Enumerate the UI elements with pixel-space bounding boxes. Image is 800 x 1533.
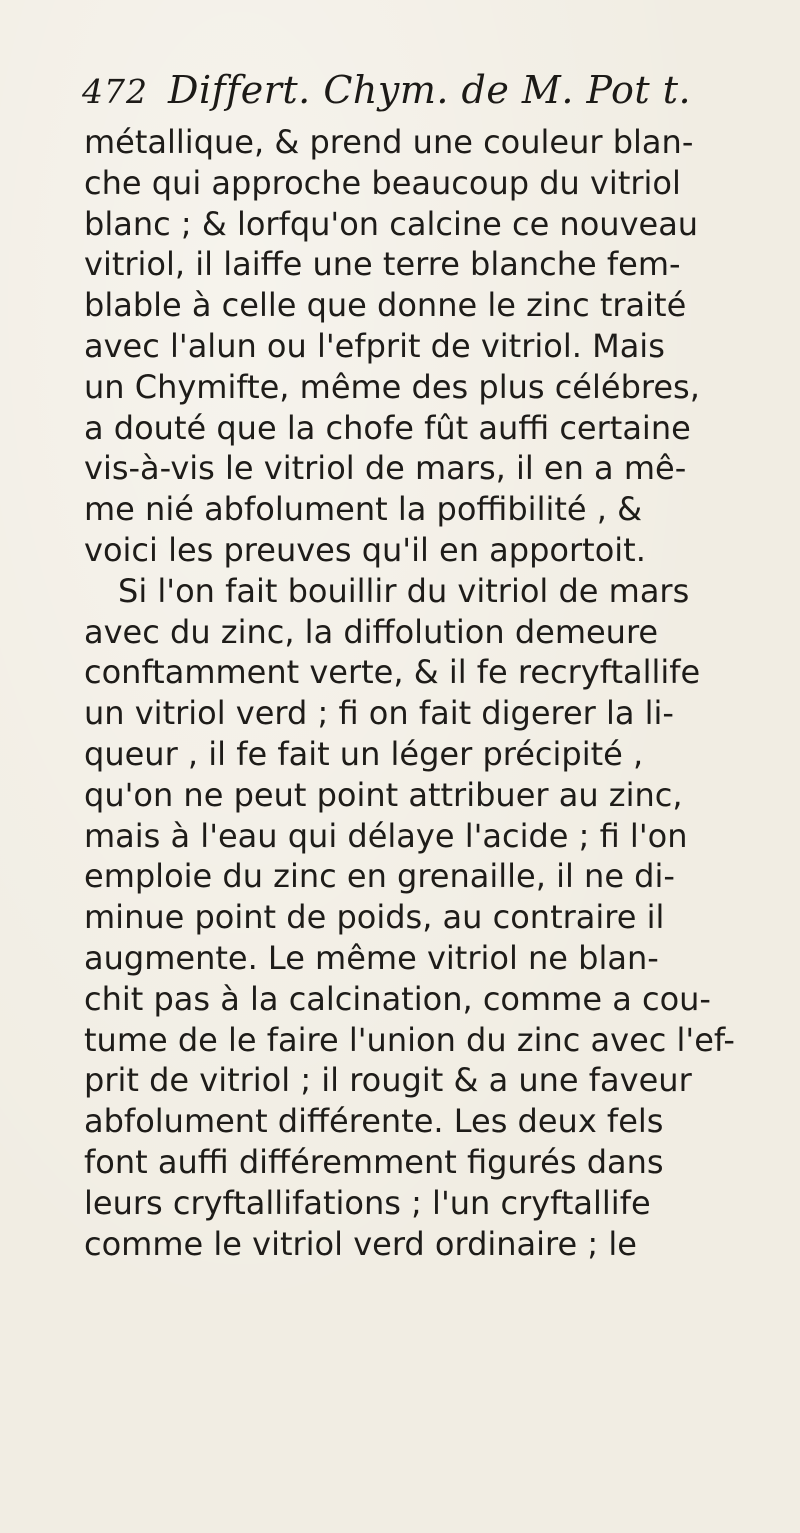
text-line: minue point de poids, au contraire il (84, 898, 665, 937)
text-line: font auffi différemment figurés dans (84, 1142, 664, 1181)
body-text (84, 122, 764, 1264)
text-line: leurs cryftallifations ; l'un cryftallife (84, 1183, 651, 1222)
text-line: queur , il fe fait un léger précipité , (84, 734, 644, 773)
text-line: conftamment verte, & il fe recryftallife (84, 653, 701, 692)
text-line: vis-à-vis le vitriol de mars, il en a mê- (84, 449, 687, 488)
text-line: avec l'alun ou l'efprit de vitriol. Mais (84, 326, 665, 365)
text-line: a douté que la chofe fût auffi certaine (84, 408, 691, 447)
text-line: augmente. Le même vitriol ne blan- (84, 938, 659, 977)
text-line: un Chymifte, même des plus célébres, (84, 367, 700, 406)
text-line: avec du zinc, la diffolution demeure (84, 612, 659, 651)
text-line: me nié abfolument la poffibilité , & (84, 490, 643, 529)
text-line: mais à l'eau qui délaye l'acide ; fi l'on (84, 816, 688, 855)
page-number: 472 (82, 72, 148, 111)
text-line: qu'on ne peut point attribuer au zinc, (84, 775, 683, 814)
text-line: abfolument différente. Les deux fels (84, 1102, 664, 1141)
text-line: che qui approche beaucoup du vitriol (84, 163, 681, 202)
text-line: métallique, & prend une couleur blan- (84, 123, 694, 161)
text-line: un vitriol verd ; fi on fait digerer la li- (84, 694, 674, 733)
text-line: emploie du zinc en grenaille, il ne di- (84, 857, 675, 896)
page-header (82, 68, 722, 120)
text-line: blable à celle que donne le zinc traité (84, 286, 687, 325)
text-line: prit de vitriol ; il rougit & a une faveur (84, 1061, 692, 1100)
text-line: blanc ; & lorfqu'on calcine ce nouveau (84, 204, 699, 243)
running-title: Differt. Chym. de M. Pot t. (168, 68, 692, 112)
text-line: voici les preuves qu'il en apportoit. (84, 530, 646, 569)
text-line: comme le vitriol verd ordinaire ; le (84, 1224, 637, 1263)
text-line: vitriol, il laiffe une terre blanche fem- (84, 245, 681, 284)
text-line: chit pas à la calcination, comme a cou- (84, 979, 711, 1018)
text-line: tume de le faire l'union du zinc avec l'ef- (84, 1020, 735, 1059)
paragraph-start-line: Si l'on fait bouillir du vitriol de mars (118, 571, 690, 610)
